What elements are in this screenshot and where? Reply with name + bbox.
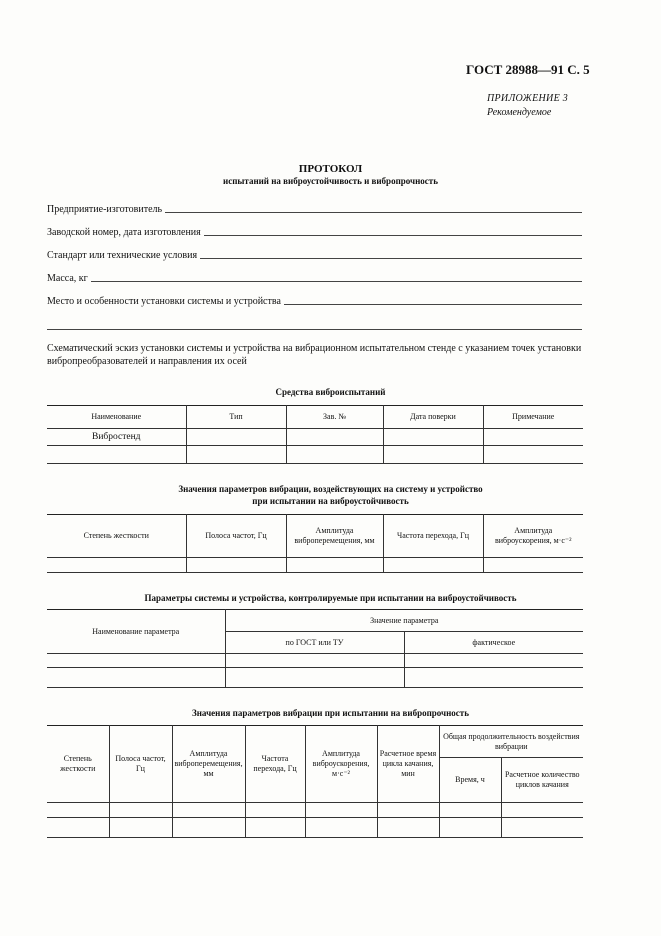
manufacturer-field[interactable] [47, 201, 582, 215]
table-cell [245, 818, 305, 838]
header-cell: Общая продолжительность воздействия вибрации [439, 726, 583, 758]
header-cell: Амплитуда виброускорения, м·с⁻² [305, 726, 377, 803]
header-cell: Полоса частот, Гц [109, 726, 172, 803]
fill-line [284, 304, 582, 305]
table-cell [245, 803, 305, 818]
table-cell [377, 818, 439, 838]
table-cell [383, 446, 483, 464]
table-cell [383, 558, 483, 573]
table-cell [483, 558, 583, 573]
header-cell: Степень жесткости [47, 726, 109, 803]
header-cell: Полоса частот, Гц [186, 515, 286, 558]
table-cell [501, 818, 583, 838]
table-cell [172, 803, 245, 818]
table-cell [47, 818, 109, 838]
table-cell [483, 446, 583, 464]
fill-line [200, 258, 582, 259]
fill-line [204, 235, 582, 236]
protocol-subtitle: испытаний на виброустойчивость и вибропрочность [223, 176, 438, 186]
table-cell [47, 654, 225, 668]
table-cell [483, 429, 583, 446]
table-cell [439, 803, 501, 818]
table-cell [501, 803, 583, 818]
test-equipment-table [47, 405, 583, 464]
sketch-description: Схематический эскиз установки системы и устройства на вибрационном испытательном стенде с указанием точек установки вибропреобразователей и направления их осей [47, 343, 582, 367]
table-cell [377, 803, 439, 818]
appendix-label: ПРИЛОЖЕНИЕ 3 [487, 93, 569, 104]
table-cell [225, 668, 404, 688]
table-cell [186, 446, 286, 464]
table-cell: Вибростенд [47, 429, 186, 446]
header-cell: Наименование [47, 406, 186, 429]
header-cell: по ГОСТ или ТУ [225, 632, 404, 654]
header-cell: Расчетное количество циклов качания [501, 758, 583, 803]
table-cell [172, 818, 245, 838]
table-cell [47, 803, 109, 818]
header-cell: Зав. № [286, 406, 383, 429]
table-cell [186, 558, 286, 573]
standard-field[interactable] [47, 247, 582, 261]
table-cell [109, 818, 172, 838]
title-line: Значения параметров вибрации, воздействующих на систему и устройство [178, 484, 483, 494]
fill-line [91, 281, 582, 282]
table-cell [404, 654, 583, 668]
header-cell: Время, ч [439, 758, 501, 803]
header-cell: Амплитуда виброперемещения, мм [286, 515, 383, 558]
header-cell: Примечание [483, 406, 583, 429]
header-cell: Степень жесткости [47, 515, 186, 558]
table-cell [225, 654, 404, 668]
title-line: при испытании на виброустойчивость [252, 496, 409, 506]
header-cell: фактическое [404, 632, 583, 654]
table-cell [186, 429, 286, 446]
vibration-strength-table [47, 725, 583, 838]
table-cell [305, 803, 377, 818]
table-cell [286, 446, 383, 464]
table-cell [286, 558, 383, 573]
section-title-vibration-strength: Значения параметров вибрации при испытании на вибропрочность [192, 708, 469, 718]
header-cell: Дата поверки [383, 406, 483, 429]
table-cell [305, 818, 377, 838]
fill-line [165, 212, 582, 213]
section-title-vibration-stability [0, 483, 661, 507]
table-cell [383, 429, 483, 446]
header-cell: Наименование параметра [47, 610, 225, 654]
table-cell [109, 803, 172, 818]
table-cell [286, 429, 383, 446]
controlled-params-table [47, 609, 583, 688]
header-cell: Амплитуда виброускорения, м·с⁻² [483, 515, 583, 558]
field-label: Масса, кг [47, 273, 88, 284]
header-cell: Расчетное время цикла качания, мин [377, 726, 439, 803]
header-cell: Тип [186, 406, 286, 429]
header-cell: Амплитуда виброперемещения, мм [172, 726, 245, 803]
header-cell: Частота перехода, Гц [383, 515, 483, 558]
section-title-controlled-params: Параметры системы и устройства, контролируемые при испытании на виброустойчивость [144, 593, 517, 603]
field-label: Предприятие-изготовитель [47, 204, 163, 215]
header-cell: Значение параметра [225, 610, 583, 632]
blank-line [47, 329, 582, 330]
mounting-field[interactable] [47, 293, 582, 307]
table-cell [404, 668, 583, 688]
mass-field[interactable] [47, 270, 582, 284]
standard-number: ГОСТ 28988—91 С. 5 [466, 62, 590, 77]
table-cell [47, 558, 186, 573]
field-label: Место и особенности установки системы и устройства [47, 296, 281, 307]
table-cell [439, 818, 501, 838]
vibration-stability-table [47, 514, 583, 573]
field-label: Заводской номер, дата изготовления [47, 227, 201, 238]
header-cell: Частота перехода, Гц [245, 726, 305, 803]
table-cell [47, 446, 186, 464]
appendix-type: Рекомендуемое [487, 107, 552, 118]
protocol-title: ПРОТОКОЛ [298, 163, 363, 175]
serial-date-field[interactable] [47, 224, 582, 238]
section-title-test-equipment: Средства виброиспытаний [275, 387, 386, 397]
field-label: Стандарт или технические условия [47, 250, 198, 261]
table-cell [47, 668, 225, 688]
